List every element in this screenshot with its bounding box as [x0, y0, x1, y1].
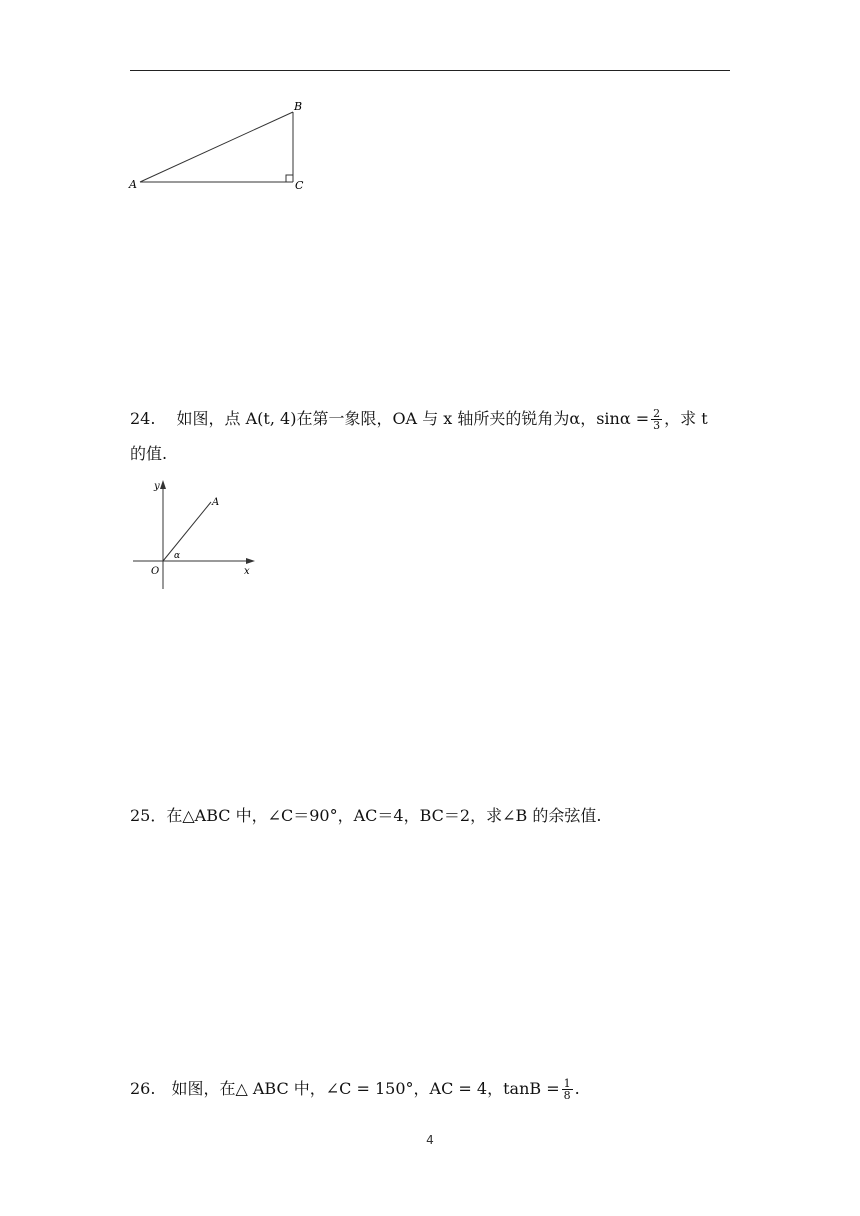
- axes-figure: [125, 475, 265, 595]
- tan-fraction: [562, 1078, 573, 1101]
- question-24-line2: 的值.: [130, 444, 168, 463]
- side-ab: [140, 112, 293, 182]
- fraction-numerator: 1: [563, 1077, 571, 1090]
- axis-label-x: x: [244, 566, 250, 577]
- y-axis-arrow: [160, 480, 166, 489]
- question-24-text: 24. 如图，点 A(t, 4)在第一象限，OA 与 x 轴所夹的锐角为α，sinα =: [130, 409, 650, 428]
- question-26-tail: .: [574, 1079, 580, 1098]
- origin-label: O: [151, 566, 160, 577]
- question-25: 25．在△ABC 中，∠C＝90°，AC＝4，BC＝2，求∠B 的余弦值.: [130, 806, 602, 825]
- x-axis-arrow: [246, 558, 255, 564]
- fraction-denominator: 8: [563, 1089, 571, 1102]
- vertex-label-b: B: [294, 100, 303, 113]
- sin-fraction: [651, 408, 662, 431]
- question-24-line1: [130, 408, 708, 431]
- fraction-numerator: 2: [653, 407, 661, 420]
- vertex-label-c: C: [295, 179, 304, 192]
- question-24-tail: ，求 t: [664, 409, 708, 428]
- fraction-denominator: 3: [653, 419, 661, 432]
- vertex-label-a: A: [129, 178, 137, 191]
- angle-label-alpha: α: [174, 551, 181, 561]
- page-number: 4: [426, 1133, 434, 1147]
- header-rule: [130, 70, 730, 71]
- question-26-text: 26. 如图，在△ ABC 中，∠C = 150°，AC = 4，tanB =: [130, 1079, 560, 1098]
- question-26: [130, 1078, 580, 1101]
- axis-label-y: y: [154, 481, 160, 492]
- ray-oa: [163, 502, 211, 561]
- point-label-a: A: [212, 497, 220, 508]
- triangle-figure: [120, 95, 320, 200]
- right-angle-mark: [286, 175, 293, 182]
